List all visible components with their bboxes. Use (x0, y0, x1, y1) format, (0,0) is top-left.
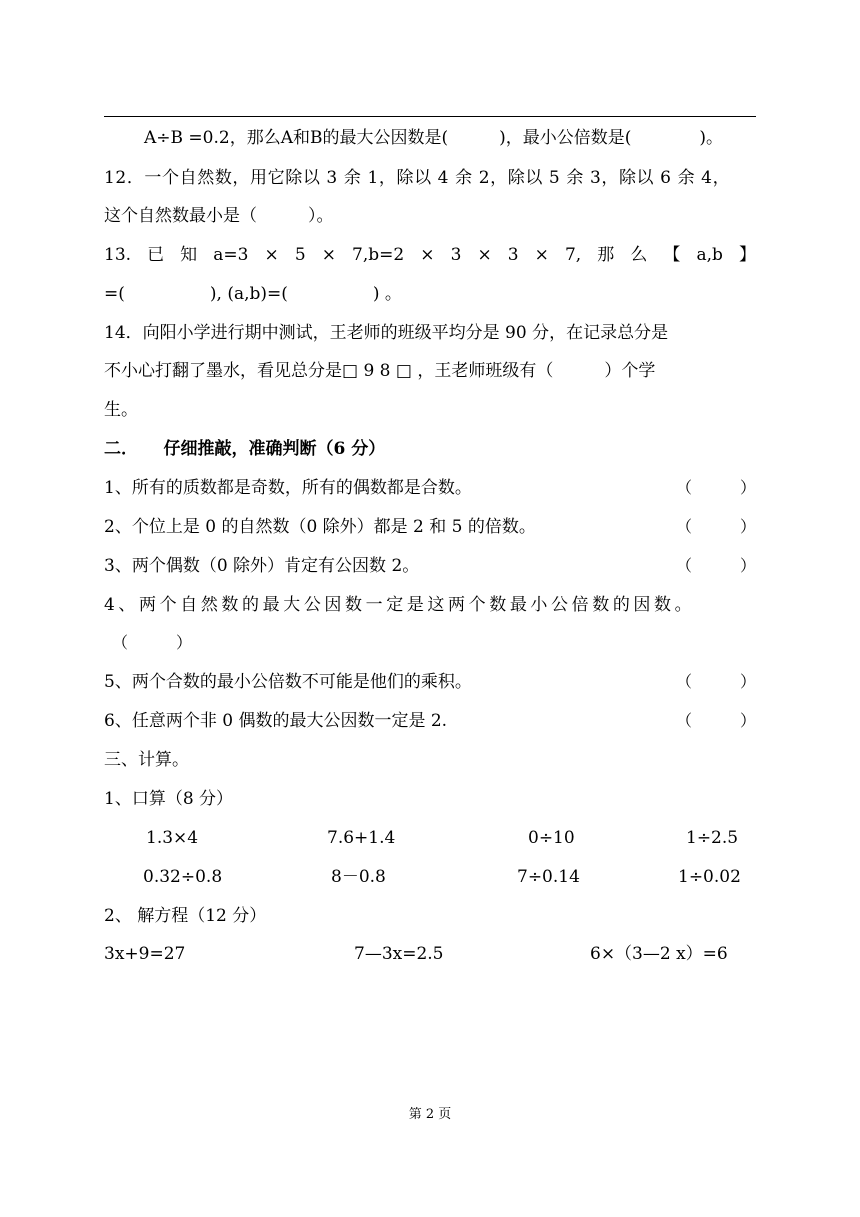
question-13-token: × (264, 245, 279, 265)
question-13-token: × (534, 245, 549, 265)
top-rule (104, 116, 756, 117)
question-11-tail: A÷B =0.2，那么A和B的最大公因数是( )，最小公倍数是( )。 (144, 128, 723, 148)
judge-answer-2[interactable]: （ ） (676, 517, 756, 536)
question-13-token: 3 (507, 245, 519, 265)
question-13-token: 那 (597, 245, 615, 265)
section-3-title: 三、计算。 (104, 750, 189, 770)
question-13-token: 么 (630, 245, 648, 265)
oral-calc-item: 1.3×4 (146, 828, 199, 848)
question-12-line-1: 12．一个自然数，用它除以 3 余 1，除以 4 余 2，除以 5 余 3，除以 6 余 4， (104, 168, 731, 188)
question-13-token: × (321, 245, 336, 265)
question-13-token: 7,b=2 (352, 245, 405, 265)
question-12-line-2: 这个自然数最小是（ ）。 (104, 206, 334, 226)
question-13-token: 知 (180, 245, 198, 265)
judge-answer-6[interactable]: （ ） (676, 711, 756, 730)
judge-item-2: 2、个位上是 0 的自然数（0 除外）都是 2 和 5 的倍数。 (104, 517, 536, 537)
oral-calc-title: 1、口算（8 分） (104, 789, 234, 809)
question-14-line-1: 14．向阳小学进行期中测试，王老师的班级平均分是 90 分，在记录总分是 (104, 323, 669, 343)
judge-answer-4[interactable]: （ ） (112, 633, 192, 652)
judge-answer-1[interactable]: （ ） (676, 478, 756, 497)
question-13-token: × (477, 245, 492, 265)
judge-item-3: 3、两个偶数（0 除外）肯定有公因数 2。 (104, 556, 420, 576)
oral-calc-item: 0.32÷0.8 (143, 867, 223, 887)
judge-item-4: 4、两个自然数的最大公因数一定是这两个数最小公倍数的因数。 (104, 595, 696, 615)
judge-answer-3[interactable]: （ ） (676, 556, 756, 575)
question-13-token: × (420, 245, 435, 265)
question-13-token: 已 (147, 245, 165, 265)
question-13-line-2: =( ), (a,b)=( ) 。 (104, 284, 402, 304)
question-13-token: a=3 (213, 245, 249, 265)
question-13-token: a,b (696, 245, 723, 265)
judge-item-5: 5、两个合数的最小公倍数不可能是他们的乘积。 (104, 672, 472, 692)
question-14-line-3: 生。 (104, 400, 138, 420)
judge-item-6: 6、任意两个非 0 偶数的最大公因数一定是 2. (104, 711, 448, 731)
question-13-token: 5 (294, 245, 306, 265)
oral-calc-item: 0÷10 (528, 828, 575, 848)
oral-calc-item: 7÷0.14 (517, 867, 580, 887)
page-number: 第 2 页 (408, 1107, 452, 1122)
question-13-token: 13. (104, 245, 132, 265)
question-13-line-1 (104, 244, 756, 266)
section-2-title: 二． 仔细推敲，准确判断（6 分） (104, 439, 386, 459)
judge-answer-5[interactable]: （ ） (676, 672, 756, 691)
question-13-token: 】 (738, 245, 756, 265)
equation-item: 6×（3—2 x）=6 (590, 944, 728, 964)
equation-item: 7—3x=2.5 (354, 944, 444, 964)
oral-calc-item: 1÷0.02 (678, 867, 741, 887)
question-14-line-2: 不小心打翻了墨水，看见总分是□ 9 8 □ ，王老师班级有（ ）个学 (104, 361, 656, 381)
oral-calc-item: 8－0.8 (331, 867, 386, 887)
question-13-token: 7, (564, 245, 582, 265)
oral-calc-item: 7.6+1.4 (327, 828, 396, 848)
question-13-token: 3 (450, 245, 462, 265)
question-13-token: 【 (663, 245, 681, 265)
oral-calc-item: 1÷2.5 (686, 828, 739, 848)
equation-item: 3x+9=27 (104, 944, 186, 964)
judge-item-1: 1、所有的质数都是奇数，所有的偶数都是合数。 (104, 478, 472, 498)
equation-title: 2、 解方程（12 分） (104, 906, 267, 926)
